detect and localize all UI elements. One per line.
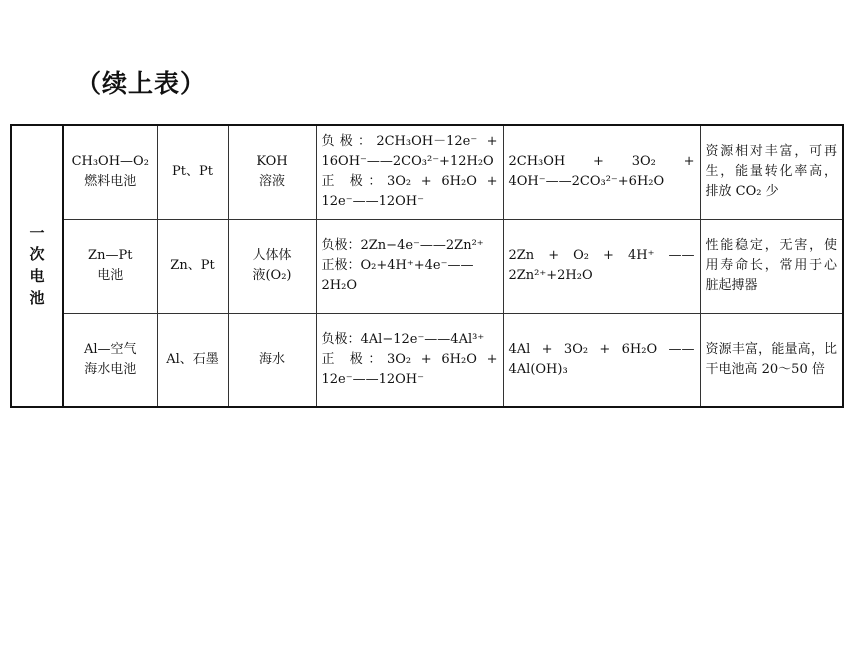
- total-reaction-cell: 4Al + 3O₂ + 6H₂O —— 4Al(OH)₃: [503, 313, 700, 407]
- battery-name-cell: Al—空气 海水电池: [63, 313, 157, 407]
- electrode-cell: Pt、Pt: [157, 125, 228, 219]
- battery-table: [10, 124, 842, 408]
- features-cell: 资源相对丰富，可再 生，能量转化率高， 排放 CO₂ 少: [700, 125, 843, 219]
- electrode-reaction-cell: 负极：2Zn−4e⁻——2Zn²⁺ 正极：O₂+4H⁺+4e⁻—— 2H₂O: [316, 219, 503, 313]
- page-title: （续上表）: [76, 69, 207, 98]
- category-char: 池: [29, 288, 45, 307]
- electrolyte-cell: 海水: [228, 313, 316, 407]
- electrolyte-cell: 人体体 液(O₂): [228, 219, 316, 313]
- battery-name-cell: Zn—Pt 电池: [63, 219, 157, 313]
- table-row: [11, 219, 843, 313]
- table-row: [11, 313, 843, 407]
- category-cell: [11, 125, 63, 407]
- electrode-reaction-cell: 负极：2CH₃OH－12e⁻ + 16OH⁻——2CO₃²⁻+12H₂O 正 极：3O₂ + 6H₂O + 12e⁻——12OH⁻: [316, 125, 503, 219]
- category-char: 一: [29, 223, 45, 242]
- electrolyte-cell: KOH 溶液: [228, 125, 316, 219]
- total-reaction-cell: 2Zn + O₂ + 4H⁺ —— 2Zn²⁺+2H₂O: [503, 219, 700, 313]
- table-row: [11, 125, 843, 219]
- electrode-cell: Al、石墨: [157, 313, 228, 407]
- category-char: 电: [29, 267, 45, 285]
- total-reaction-cell: 2CH₃OH + 3O₂ + 4OH⁻——2CO₃²⁻+6H₂O: [503, 125, 700, 219]
- electrode-reaction-cell: 负极：4Al−12e⁻——4Al³⁺ 正 极：3O₂ + 6H₂O + 12e⁻——12OH⁻: [316, 313, 503, 407]
- electrode-cell: Zn、Pt: [157, 219, 228, 313]
- category-char: 次: [29, 245, 45, 264]
- features-cell: 性能稳定，无害，使 用寿命长，常用于心 脏起搏器: [700, 219, 843, 313]
- features-cell: 资源丰富，能量高，比 干电池高 20～50 倍: [700, 313, 843, 407]
- battery-name-cell: CH₃OH—O₂ 燃料电池: [63, 125, 157, 219]
